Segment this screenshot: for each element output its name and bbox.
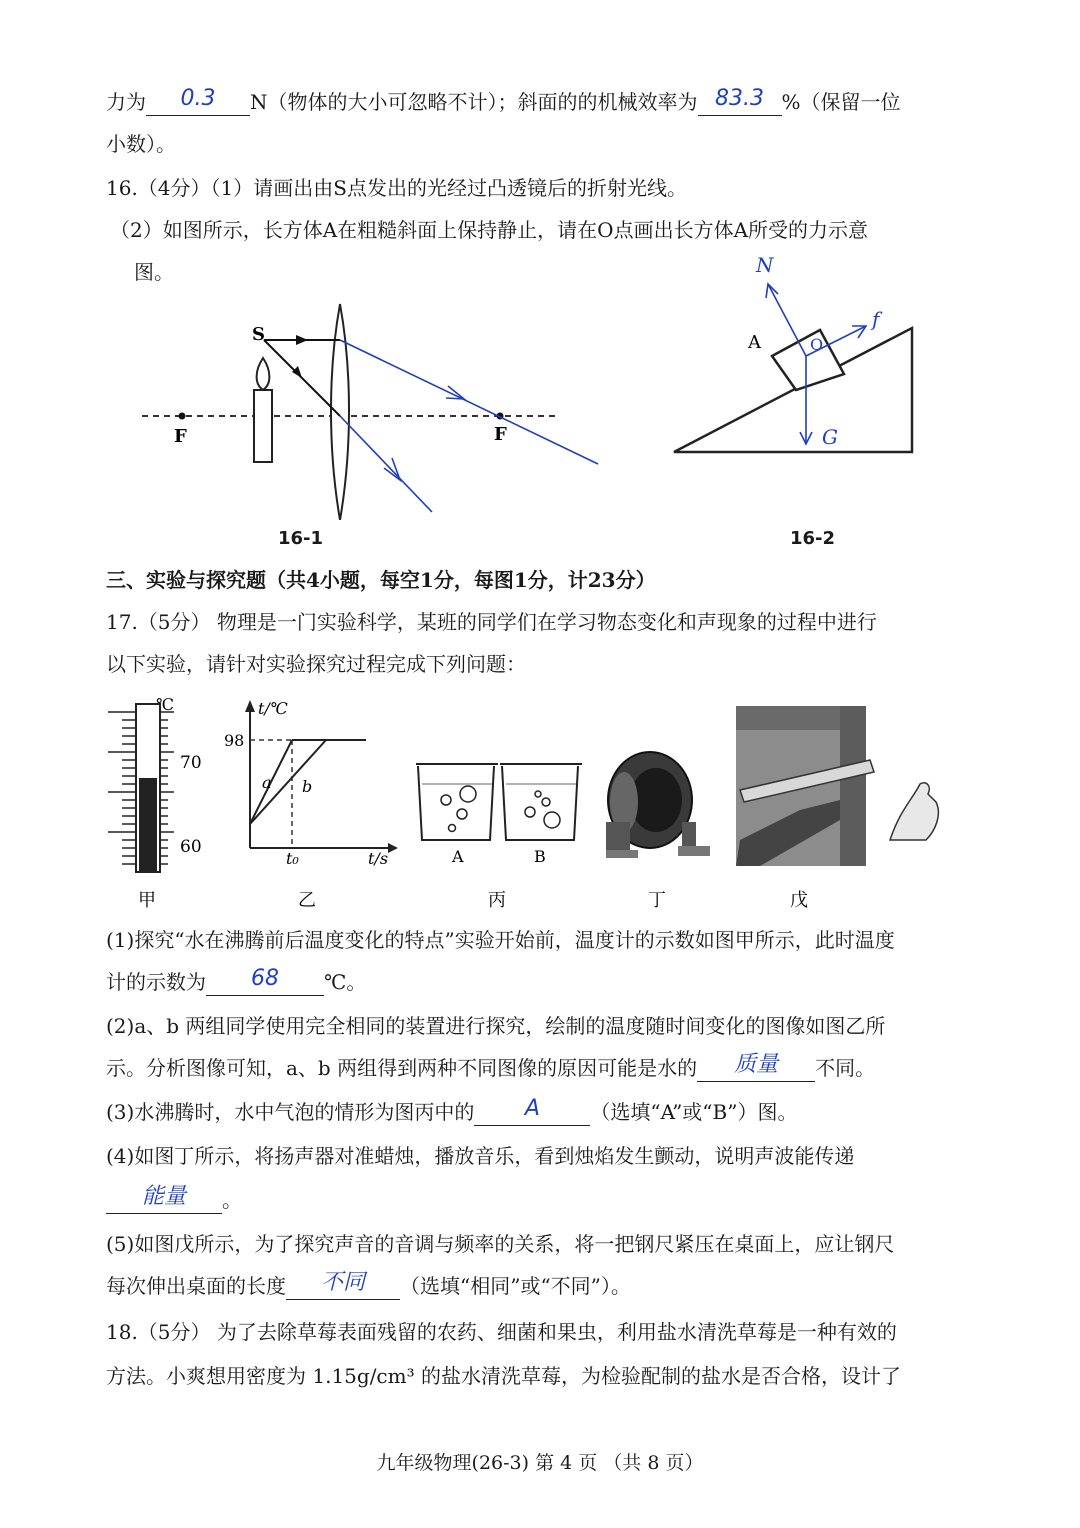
label-wu: 戊 <box>790 890 808 911</box>
focus-right-label: F <box>494 424 507 445</box>
answer-blank-mass[interactable]: 质量 <box>697 1057 815 1082</box>
graph-a-label: a <box>262 773 272 792</box>
graph-x-label: t/s <box>368 849 389 868</box>
q17-p2-line2: 示。分析图像可知，a、b 两组得到两种不同图像的原因可能是水的 质量 不同。 <box>106 1052 876 1080</box>
q17-figures <box>100 690 960 920</box>
thermo-70: 70 <box>180 753 202 773</box>
beakers-bing <box>416 764 582 911</box>
q15-line1: 力为 0.3 N（物体的大小可忽略不计）；斜面的的机械效率为 83.3 %（保留一位 <box>106 86 901 114</box>
q17-p5-line1: (5)如图戊所示，为了探究声音的音调与频率的关系，将一把钢尺紧压在桌面上，应让钢尺 <box>106 1232 895 1256</box>
focus-left-dot <box>179 413 186 420</box>
q17-p3: (3)水沸腾时，水中气泡的情形为图丙中的 A （选填“A”或“B”）图。 <box>106 1096 798 1124</box>
graph-t0: t₀ <box>286 849 299 868</box>
candle-body <box>254 390 272 462</box>
answer-blank-energy[interactable]: 能量 <box>106 1189 222 1214</box>
point-o-label: O <box>810 335 824 354</box>
page-footer: 九年级物理(26-3) 第 4 页 （共 8 页） <box>376 1452 704 1474</box>
label-ding: 丁 <box>648 890 666 911</box>
answer-blank-bubbles[interactable]: A <box>474 1101 590 1126</box>
q17-p1-line1: (1)探究“水在沸腾前后温度变化的特点”实验开始前，温度计的示数如图甲所示，此时温度 <box>106 928 895 952</box>
q17-p4-line2: 能量 。 <box>106 1186 242 1214</box>
q17-p2-line1: (2)a、b 两组同学使用完全相同的装置进行探究，绘制的温度随时间变化的图像如图乙所 <box>106 1014 886 1038</box>
normal-force-arrow <box>768 284 806 356</box>
thermometer-jia <box>108 695 202 911</box>
q16-line3: 图。 <box>134 260 174 284</box>
block-a-label: A <box>748 332 761 353</box>
q17-p4-line1: (4)如图丁所示，将扬声器对准蜡烛，播放音乐，看到烛焰发生颤动，说明声波能传递 <box>106 1144 855 1168</box>
q17-intro-1: 17.（5分） 物理是一门实验科学，某班的同学们在学习物态变化和声现象的过程中进行 <box>106 610 877 634</box>
label-jia: 甲 <box>138 890 156 911</box>
q17-p5-line2: 每次伸出桌面的长度 不同 （选填“相同”或“不同”）。 <box>106 1270 631 1298</box>
convex-lens <box>331 304 349 520</box>
friction-force-label: f <box>872 307 880 331</box>
graph-y-label: t/℃ <box>258 699 288 718</box>
gravity-label: G <box>822 425 838 449</box>
q17-intro-2: 以下实验，请针对实验探究过程完成下列问题： <box>106 652 526 676</box>
section-3-title: 三、实验与探究题（共4小题，每空1分，每图1分，计23分） <box>106 568 656 592</box>
ray-arrow-2 <box>292 366 302 378</box>
answer-blank-force[interactable]: 0.3 <box>146 91 250 116</box>
label-bing: 丙 <box>488 890 506 911</box>
graph-b-label: b <box>302 777 313 796</box>
q18-line2: 方法。小爽想用密度为 1.15g/cm³ 的盐水清洗草莓，为检验配制的盐水是否合格，设计了 <box>106 1364 901 1388</box>
q18-line1: 18.（5分） 为了去除草莓表面残留的农药、细菌和果虫，利用盐水清洗草莓是一种有效的 <box>106 1320 897 1344</box>
caption-16-2: 16-2 <box>790 528 836 549</box>
answer-blank-thermometer[interactable]: 68 <box>206 971 324 996</box>
answer-blank-length[interactable]: 不同 <box>286 1275 400 1300</box>
thermometer-liquid <box>139 778 157 872</box>
q16-line1: 16.（4分）（1）请画出由S点发出的光经过凸透镜后的折射光线。 <box>106 176 687 200</box>
q16-line2: （2）如图所示，长方体A在粗糙斜面上保持静止，请在O点画出长方体A所受的力示意 <box>110 218 869 242</box>
answer-blank-efficiency[interactable]: 83.3 <box>698 91 782 116</box>
temperature-graph-yi <box>224 699 398 911</box>
hand <box>890 783 938 840</box>
graph-98: 98 <box>224 731 245 750</box>
normal-force-label: N <box>756 253 774 277</box>
thermo-unit: ℃ <box>156 695 174 714</box>
focus-left-label: F <box>174 426 187 447</box>
q15-line2: 小数）。 <box>106 132 176 156</box>
figure-16-1-lens <box>130 300 610 520</box>
caption-16-1: 16-1 <box>278 528 324 549</box>
label-yi: 乙 <box>298 890 316 911</box>
q17-p1-line2: 计的示数为 68 ℃。 <box>106 966 367 994</box>
figure-16-2-incline <box>660 248 930 458</box>
refracted-ray-2 <box>340 416 432 512</box>
ruler-table-wu <box>736 706 938 911</box>
refracted-ray-1 <box>340 340 598 464</box>
source-s-label: S <box>252 324 265 345</box>
beaker-b-label: B <box>534 847 546 866</box>
thermo-60: 60 <box>180 837 202 857</box>
ray-arrow-1 <box>296 335 308 345</box>
candle-flame <box>257 358 270 390</box>
beaker-a-label: A <box>452 847 464 866</box>
speaker-candle-ding <box>606 752 710 911</box>
